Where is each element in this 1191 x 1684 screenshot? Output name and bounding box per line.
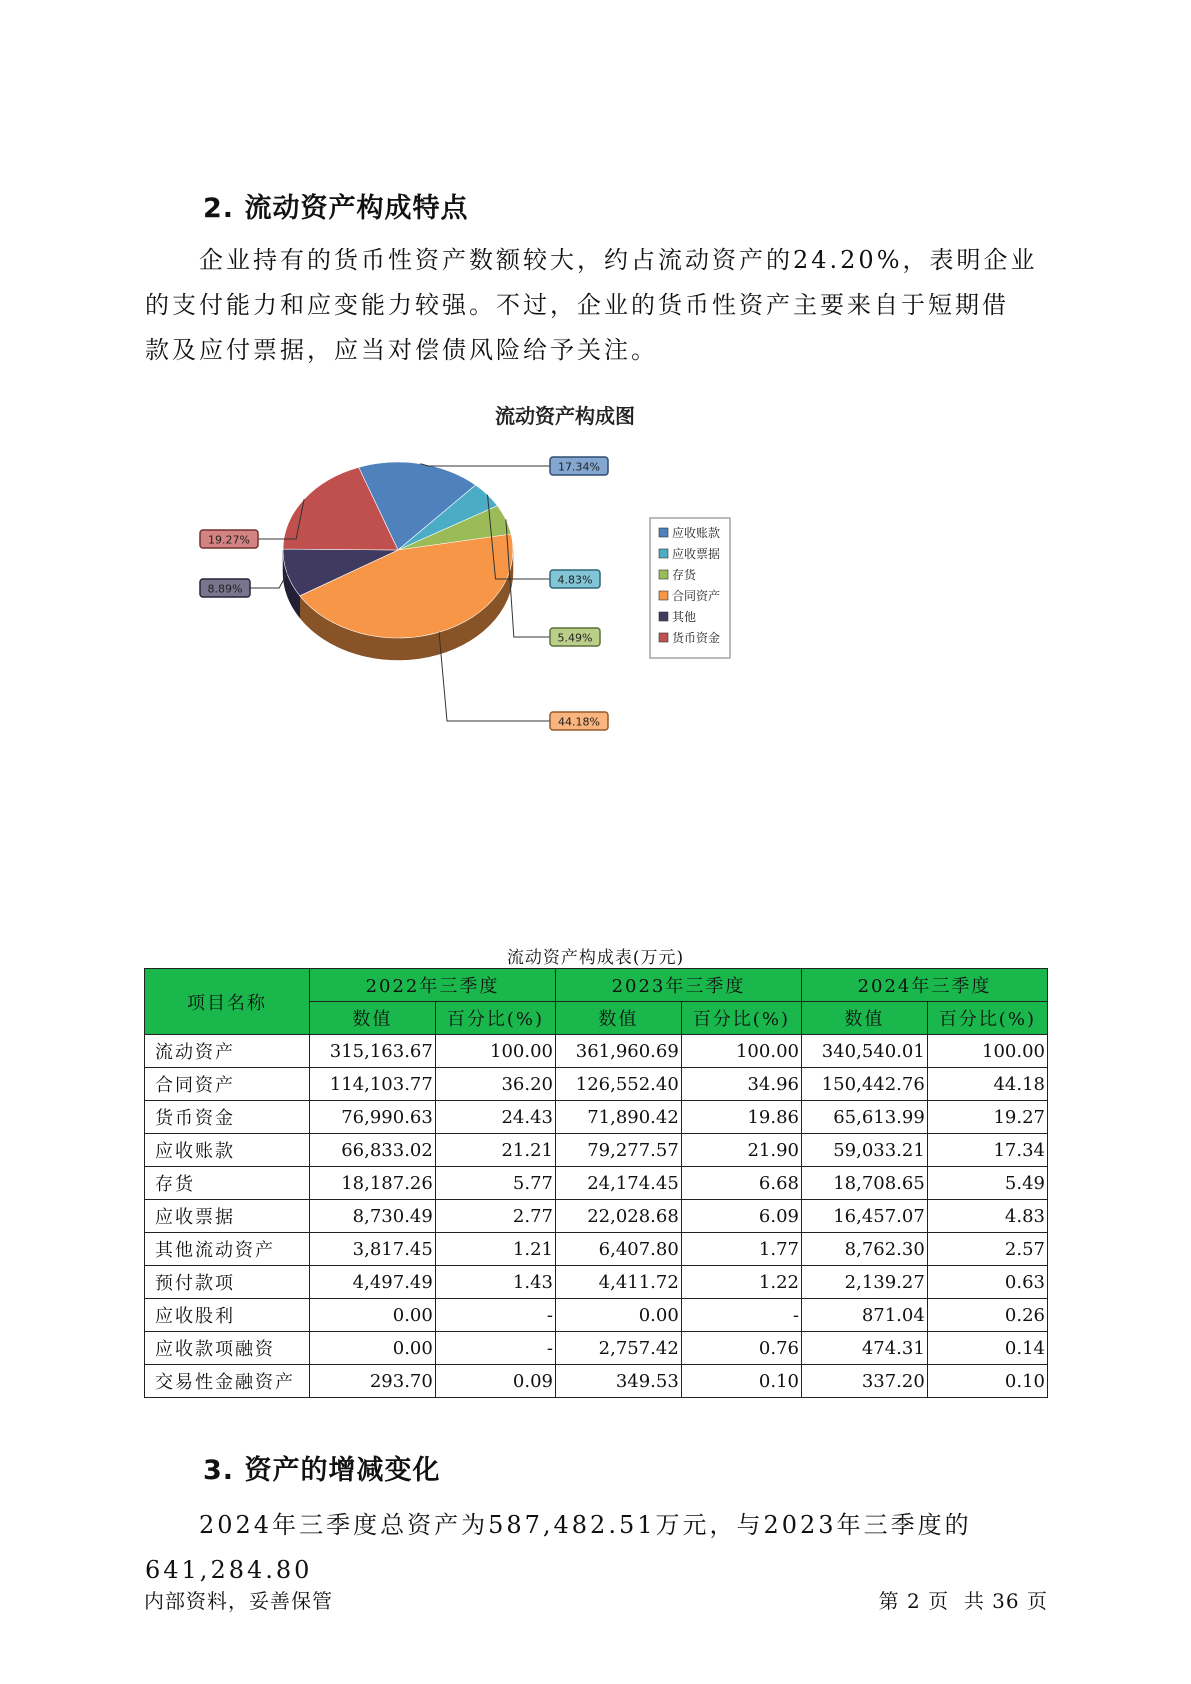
cell-percent: 0.10 [927, 1365, 1047, 1398]
legend-swatch [659, 570, 668, 579]
cell-value: 114,103.77 [310, 1068, 436, 1101]
legend-swatch [659, 591, 668, 600]
cell-value: 65,613.99 [801, 1101, 927, 1134]
legend-swatch [659, 528, 668, 537]
data-label: 19.27% [208, 533, 250, 547]
table-body [145, 1035, 1048, 1398]
table-row [145, 1365, 1048, 1398]
cell-percent: 0.26 [927, 1299, 1047, 1332]
cell-value: 337.20 [801, 1365, 927, 1398]
cell-percent: 0.09 [435, 1365, 555, 1398]
table-row [145, 1200, 1048, 1233]
legend-swatch [659, 549, 668, 558]
cell-value: 293.70 [310, 1365, 436, 1398]
cell-percent: 5.77 [435, 1167, 555, 1200]
cell-percent: 19.86 [681, 1101, 801, 1134]
cell-percent: - [681, 1299, 801, 1332]
cell-value: 4,497.49 [310, 1266, 436, 1299]
cell-percent: 19.27 [927, 1101, 1047, 1134]
header-value: 数值 [555, 1002, 681, 1035]
cell-value: 24,174.45 [555, 1167, 681, 1200]
section-2-paragraph [145, 238, 1045, 373]
row-label: 交易性金融资产 [145, 1365, 310, 1398]
cell-value: 126,552.40 [555, 1068, 681, 1101]
data-label: 17.34% [558, 460, 600, 474]
callout-leader-line [420, 464, 550, 466]
cell-percent: 0.10 [681, 1365, 801, 1398]
cell-percent: 2.57 [927, 1233, 1047, 1266]
cell-percent: 100.00 [681, 1035, 801, 1068]
cell-value: 59,033.21 [801, 1134, 927, 1167]
header-item-name: 项目名称 [145, 969, 310, 1035]
row-label: 预付款项 [145, 1266, 310, 1299]
cell-value: 340,540.01 [801, 1035, 927, 1068]
cell-percent: - [435, 1332, 555, 1365]
cell-percent: 100.00 [435, 1035, 555, 1068]
cell-value: 349.53 [555, 1365, 681, 1398]
cell-percent: 44.18 [927, 1068, 1047, 1101]
cell-value: 2,757.42 [555, 1332, 681, 1365]
current-assets-table [144, 968, 1048, 1398]
cell-percent: 21.21 [435, 1134, 555, 1167]
row-label: 货币资金 [145, 1101, 310, 1134]
cell-value: 361,960.69 [555, 1035, 681, 1068]
cell-value: 871.04 [801, 1299, 927, 1332]
table-row [145, 1233, 1048, 1266]
paragraph-line: 的支付能力和应变能力较强。不过，企业的货币性资产主要来自于短期借 [145, 291, 1009, 319]
cell-percent: 0.76 [681, 1332, 801, 1365]
legend-swatch [659, 633, 668, 642]
row-label: 其他流动资产 [145, 1233, 310, 1266]
legend-label: 其他 [672, 610, 697, 624]
header-value: 数值 [310, 1002, 436, 1035]
paragraph-line: 企业持有的货币性资产数额较大，约占流动资产的24.20%，表明企业 [199, 246, 1038, 274]
header-percent: 百分比(%) [927, 1002, 1047, 1035]
table-row [145, 1266, 1048, 1299]
cell-percent: 100.00 [927, 1035, 1047, 1068]
table-row [145, 1134, 1048, 1167]
paragraph-line: 款及应付票据，应当对偿债风险给予关注。 [145, 336, 658, 364]
chart-title: 流动资产构成图 [495, 404, 635, 428]
legend-label: 应收票据 [672, 547, 721, 561]
footer-page-number: 第 2 页 共 36 页 [878, 1589, 1048, 1613]
cell-percent: 21.90 [681, 1134, 801, 1167]
callout-leader-line [250, 573, 287, 588]
footer-left: 内部资料，妥善保管 [144, 1589, 333, 1613]
legend-label: 合同资产 [672, 589, 721, 603]
header-value: 数值 [801, 1002, 927, 1035]
cell-percent: 6.68 [681, 1167, 801, 1200]
table-row [145, 1035, 1048, 1068]
cell-percent: 6.09 [681, 1200, 801, 1233]
row-label: 存货 [145, 1167, 310, 1200]
cell-percent: 1.22 [681, 1266, 801, 1299]
table-caption: 流动资产构成表(万元) [506, 948, 685, 968]
header-period: 2022年三季度 [310, 969, 556, 1002]
section-3-heading: 3. 资产的增减变化 [203, 1455, 441, 1486]
cell-value: 16,457.07 [801, 1200, 927, 1233]
legend-label: 应收账款 [672, 526, 721, 540]
cell-value: 4,411.72 [555, 1266, 681, 1299]
cell-percent: 0.63 [927, 1266, 1047, 1299]
cell-percent: 0.14 [927, 1332, 1047, 1365]
cell-value: 18,708.65 [801, 1167, 927, 1200]
section-2-heading: 2. 流动资产构成特点 [203, 193, 469, 224]
data-label: 5.49% [557, 631, 593, 645]
cell-percent: 24.43 [435, 1101, 555, 1134]
table-row [145, 1299, 1048, 1332]
row-label: 应收账款 [145, 1134, 310, 1167]
paragraph-line: 2024年三季度总资产为587,482.51万元，与2023年三季度的641,284.80 [145, 1511, 972, 1584]
cell-percent: 36.20 [435, 1068, 555, 1101]
cell-value: 3,817.45 [310, 1233, 436, 1266]
cell-value: 0.00 [310, 1332, 436, 1365]
cell-value: 8,762.30 [801, 1233, 927, 1266]
data-label: 44.18% [558, 715, 600, 729]
section-3-paragraph [145, 1503, 1105, 1593]
row-label: 应收款项融资 [145, 1332, 310, 1365]
cell-percent: 34.96 [681, 1068, 801, 1101]
cell-value: 150,442.76 [801, 1068, 927, 1101]
table-row [145, 1101, 1048, 1134]
table-row [145, 1167, 1048, 1200]
legend-label: 货币资金 [672, 631, 721, 645]
cell-value: 8,730.49 [310, 1200, 436, 1233]
cell-value: 76,990.63 [310, 1101, 436, 1134]
cell-value: 18,187.26 [310, 1167, 436, 1200]
row-label: 应收股利 [145, 1299, 310, 1332]
data-label: 4.83% [557, 573, 593, 587]
cell-value: 474.31 [801, 1332, 927, 1365]
cell-value: 0.00 [310, 1299, 436, 1332]
cell-value: 22,028.68 [555, 1200, 681, 1233]
cell-value: 315,163.67 [310, 1035, 436, 1068]
cell-percent: - [435, 1299, 555, 1332]
row-label: 应收票据 [145, 1200, 310, 1233]
header-percent: 百分比(%) [435, 1002, 555, 1035]
cell-value: 0.00 [555, 1299, 681, 1332]
data-label: 8.89% [207, 582, 243, 596]
row-label: 合同资产 [145, 1068, 310, 1101]
cell-value: 79,277.57 [555, 1134, 681, 1167]
cell-value: 6,407.80 [555, 1233, 681, 1266]
legend-label: 存货 [672, 568, 697, 582]
cell-value: 2,139.27 [801, 1266, 927, 1299]
current-assets-pie-chart [190, 404, 790, 729]
cell-value: 66,833.02 [310, 1134, 436, 1167]
header-percent: 百分比(%) [681, 1002, 801, 1035]
cell-percent: 1.77 [681, 1233, 801, 1266]
cell-percent: 4.83 [927, 1200, 1047, 1233]
cell-percent: 5.49 [927, 1167, 1047, 1200]
chart-legend [650, 518, 730, 658]
cell-percent: 1.43 [435, 1266, 555, 1299]
cell-percent: 17.34 [927, 1134, 1047, 1167]
cell-percent: 1.21 [435, 1233, 555, 1266]
cell-percent: 2.77 [435, 1200, 555, 1233]
header-period: 2024年三季度 [801, 969, 1047, 1002]
row-label: 流动资产 [145, 1035, 310, 1068]
header-period: 2023年三季度 [555, 969, 801, 1002]
table-row [145, 1332, 1048, 1365]
cell-value: 71,890.42 [555, 1101, 681, 1134]
legend-swatch [659, 612, 668, 621]
pie-layer [283, 462, 513, 660]
table-row [145, 1068, 1048, 1101]
